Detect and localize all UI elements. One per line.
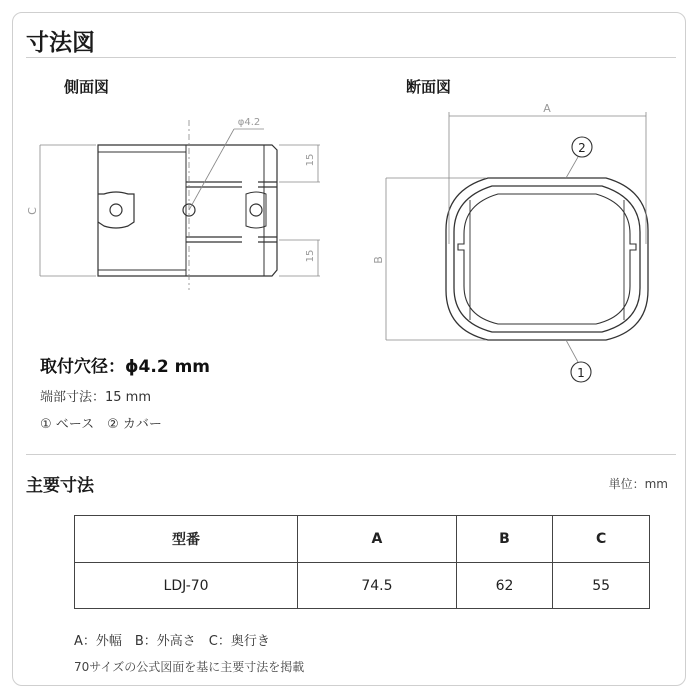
cell-c: 55 [553,563,650,609]
section-view-title: 断面図 [406,78,452,96]
parts-legend: ① ベース ② カバー [40,417,162,432]
dims-legend-note: A：外幅 B：外高さ C：奥行き [74,634,270,649]
section-view-drawing [446,178,648,340]
callout-1-label: 1 [577,366,585,380]
dim-label-a: A [543,102,551,115]
col-header-model: 型番 [75,516,298,563]
col-header-b: B [456,516,553,563]
side-view-title: 側面図 [64,78,110,96]
table-row [75,563,650,609]
cell-a: 74.5 [298,563,457,609]
page-title: 寸法図 [26,30,95,56]
dim-label-hole: φ4.2 [237,117,261,128]
mounting-hole-spec: 取付穴径：ϕ4.2 mm [40,357,210,377]
col-header-a: A [298,516,457,563]
dim-label-15-bottom: 15 [305,249,316,263]
source-note: 70サイズの公式図面を基に主要寸法を掲載 [74,660,305,674]
dim-label-c: C [26,207,39,215]
hole-left [110,204,122,216]
cell-b: 62 [456,563,553,609]
section-divider [26,454,676,455]
col-header-c: C [553,516,650,563]
side-view-drawing [98,145,277,276]
section-inner [454,186,640,332]
dim-label-15-top: 15 [305,153,316,167]
callout-2-label: 2 [578,141,586,155]
main-dims-title: 主要寸法 [26,476,94,496]
cell-model: LDJ-70 [75,563,298,609]
dim-label-b: B [372,256,385,264]
table-header-row [75,516,650,563]
unit-label: 単位：mm [608,477,668,491]
end-dimension-spec: 端部寸法：15 mm [40,390,152,405]
dimensions-table [74,515,650,609]
section-outer [446,178,648,340]
hole-right [250,204,262,216]
